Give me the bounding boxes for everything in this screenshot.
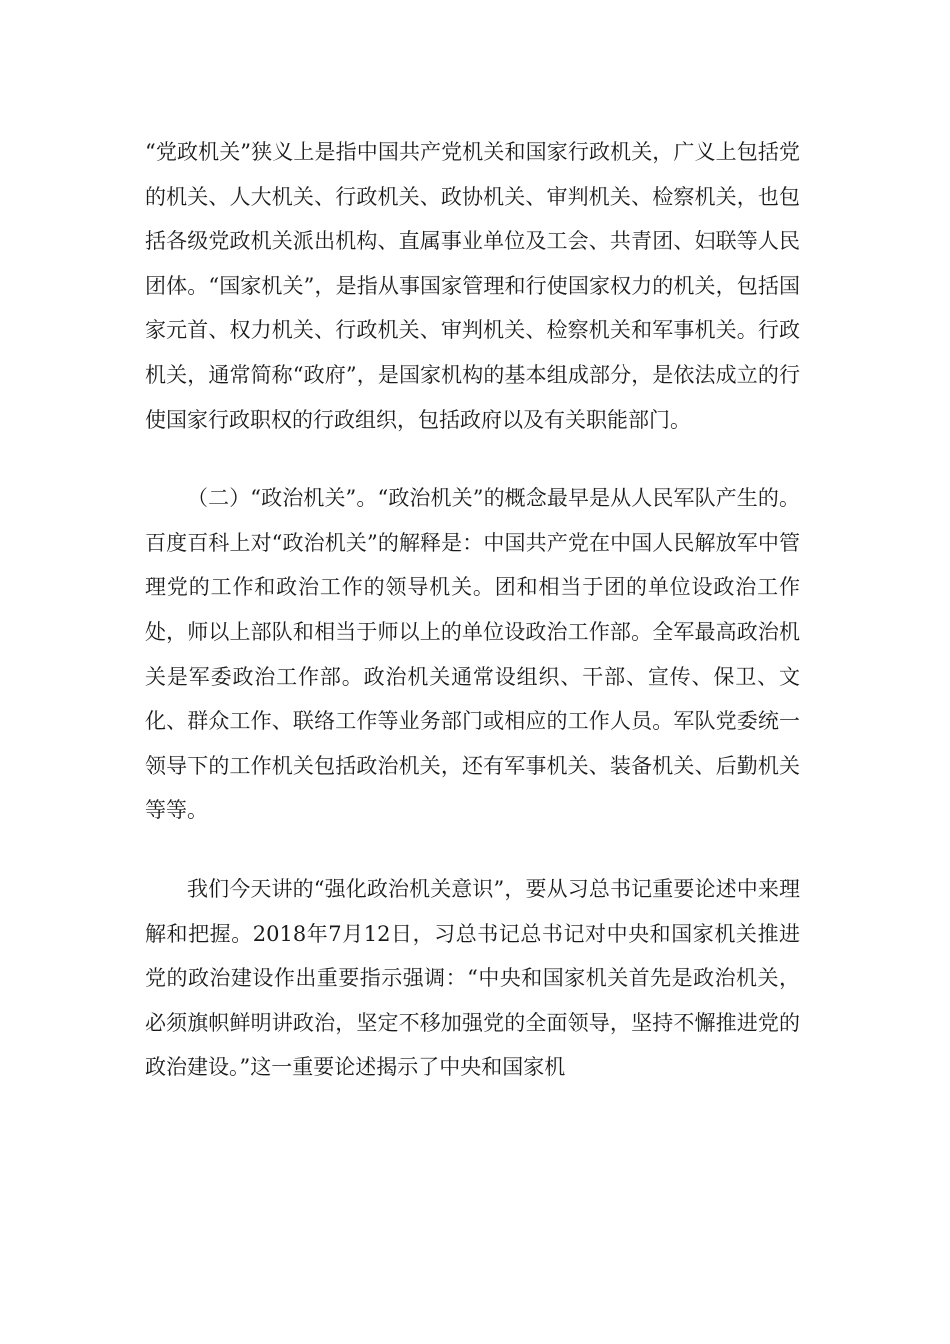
paragraph-political-organs: （二）“政治机关”。“政治机关”的概念最早是从人民军队产生的。百度百科上对“政治机关”的解释是：中国共产党在中国人民解放军中管理党的工作和政治工作的领导机关。团和相当于团的单位设政治工作处，师以上部队和相当于师以上的单位设政治工作部。全军最高政治机关是军委政治工作部。政治机关通常设组织、干部、宣传、保卫、文化、群众工作、联络工作等业务部门或相应的工作人员。军队党委统一领导下的工作机关包括政治机关，还有军事机关、装备机关、后勤机关等等。 [145, 486, 800, 823]
paragraph-party-government-organs: “党政机关”狭义上是指中国共产党机关和国家行政机关，广义上包括党的机关、人大机关、行政机关、政协机关、审判机关、检察机关，也包括各级党政机关派出机构、直属事业单位及工会、共青团、妇联等人民团体。“国家机关”，是指从事国家管理和行使国家权力的机关，包括国家元首、权力机关、行政机关、审判机关、检察机关和军事机关。行政机关，通常简称“政府”，是国家机构的基本组成部分，是依法成立的行使国家行政职权的行政组织，包括政府以及有关职能部门。 [145, 140, 800, 432]
paragraph-strengthen-awareness: 我们今天讲的“强化政治机关意识”，要从习总书记重要论述中来理解和把握。2018年7月12日，习总书记总书记对中央和国家机关推进党的政治建设作出重要指示强调：“中央和国家机关首先是政治机关，必须旗帜鲜明讲政治，坚定不移加强党的全面领导，坚持不懈推进党的政治建设。”这一重要论述揭示了中央和国家机 [145, 876, 800, 1080]
document-body [145, 130, 800, 1090]
